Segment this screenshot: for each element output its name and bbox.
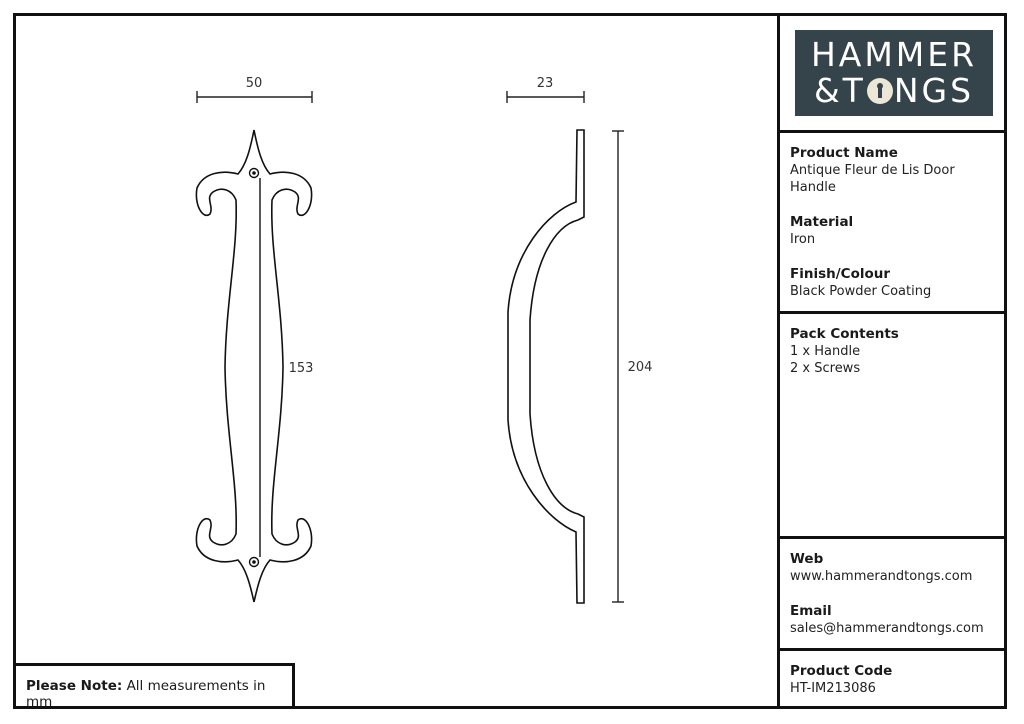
side-depth-label: 23 [536, 76, 554, 91]
finish-label: Finish/Colour [790, 266, 891, 282]
front-width-dimension [197, 91, 312, 103]
pack-contents-value [790, 343, 997, 377]
product-code-label: Product Code [790, 663, 893, 679]
product-name-label: Product Name [790, 145, 898, 161]
overall-length-label: 204 [627, 360, 653, 375]
technical-drawing [16, 16, 776, 706]
brand-letter-t: T [842, 71, 866, 110]
pack-item: 1 x Handle [790, 344, 861, 359]
product-code-value: HT-IM213086 [790, 681, 876, 696]
note-label: Please Note: [26, 678, 123, 694]
title-block [777, 13, 1007, 709]
brand-logo [795, 30, 993, 116]
measurement-note [16, 663, 295, 710]
pack-contents-label: Pack Contents [790, 326, 899, 342]
note-text: All measurements in mm [26, 678, 266, 710]
brand-rest: NGS [893, 71, 975, 110]
pack-item: 2 x Screws [790, 361, 861, 376]
keyhole-icon [867, 78, 893, 104]
finish-value: Black Powder Coating [790, 284, 932, 299]
handle-side-view [508, 130, 584, 603]
material-label: Material [790, 214, 854, 230]
overall-length-dimension [612, 131, 624, 602]
brand-line2 [814, 73, 974, 109]
product-details-cell [780, 133, 1007, 314]
side-depth-dimension [507, 91, 584, 103]
material-value: Iron [790, 232, 816, 247]
email-label: Email [790, 603, 832, 619]
brand-line1: HAMMER [810, 35, 978, 74]
web-link[interactable]: www.hammerandtongs.com [790, 569, 973, 584]
front-width-label: 50 [245, 76, 263, 91]
fixing-centres-label: 153 [288, 361, 314, 376]
email-link[interactable]: sales@hammerandtongs.com [790, 621, 984, 636]
product-code-cell [780, 651, 1007, 709]
web-label: Web [790, 551, 824, 567]
product-name-value: Antique Fleur de Lis Door Handle [790, 163, 955, 195]
contact-cell [780, 539, 1007, 651]
pack-contents-cell [780, 314, 1007, 539]
logo-cell [780, 13, 1007, 133]
brand-ampersand: & [813, 71, 843, 110]
